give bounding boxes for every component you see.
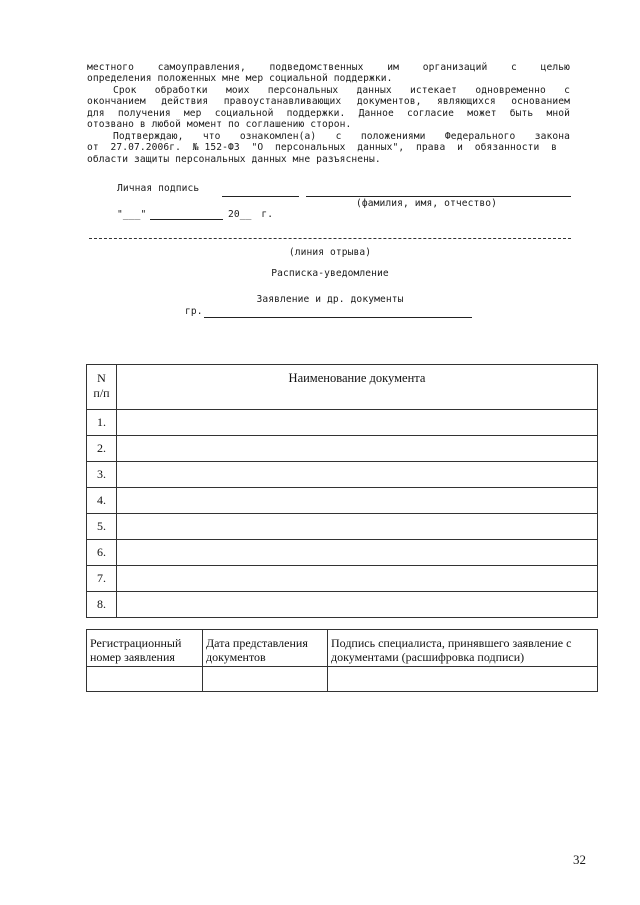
- date-year-prefix: 20: [228, 209, 240, 220]
- registration-table-header: [87, 630, 598, 667]
- table-row: [87, 540, 598, 566]
- table-row: [87, 488, 598, 514]
- specialist-signature-header: Подпись специалиста, принявшего заявление с документами (расшифровка подписи): [328, 630, 598, 667]
- table-row: [87, 436, 598, 462]
- document-name-cell[interactable]: [117, 488, 598, 514]
- text-line: отозвано в любой момент по соглашению сторон.: [87, 119, 352, 130]
- documents-table: [86, 364, 598, 618]
- row-number: 6.: [87, 540, 117, 566]
- date-month-line[interactable]: [150, 219, 223, 220]
- num-header-line: п/п: [93, 386, 110, 400]
- submission-date-cell[interactable]: [203, 667, 328, 692]
- text-line: Срок обработки моих персональных данных истекает одновременно с: [113, 85, 570, 96]
- name-header: Наименование документа: [117, 365, 598, 410]
- specialist-signature-cell[interactable]: [328, 667, 598, 692]
- consent-paragraph-3-end: [87, 154, 570, 165]
- date-field: [117, 209, 146, 220]
- consent-paragraph-3: [87, 131, 570, 142]
- document-name-cell[interactable]: [117, 514, 598, 540]
- document-name-cell[interactable]: [117, 592, 598, 618]
- row-number: 4.: [87, 488, 117, 514]
- receipt-subtitle: Заявление и др. документы: [256, 294, 404, 305]
- row-number: 5.: [87, 514, 117, 540]
- cut-line: [89, 238, 571, 239]
- fio-line[interactable]: [306, 196, 571, 197]
- consent-paragraph-2: [87, 85, 570, 119]
- document-name-cell[interactable]: [117, 566, 598, 592]
- date-year-field[interactable]: __: [239, 209, 252, 220]
- registration-number-cell[interactable]: [87, 667, 203, 692]
- registration-number-header: Регистрационный номер заявления: [87, 630, 203, 667]
- date-suffix: г.: [261, 209, 274, 220]
- document-name-cell[interactable]: [117, 410, 598, 436]
- num-header-line: N: [97, 371, 106, 385]
- cut-line-label: (линия отрыва): [288, 247, 372, 258]
- citizen-prefix: гр.: [185, 306, 203, 317]
- table-row: [87, 462, 598, 488]
- consent-paragraph-2-end: [87, 119, 570, 130]
- table-row: [87, 566, 598, 592]
- consent-paragraph-1-end: [87, 73, 570, 84]
- submission-date-header: Дата представления документов: [203, 630, 328, 667]
- document-name-cell[interactable]: [117, 436, 598, 462]
- text-line: для получения мер социальной поддержки. Данное согласие может быть мной: [87, 107, 570, 119]
- registration-table: [86, 629, 598, 692]
- text-line: Подтверждаю, что ознакомлен(а) с положениями Федерального закона: [113, 131, 570, 142]
- date-quote-open: ": [117, 209, 123, 220]
- signature-label: Личная подпись: [117, 183, 200, 194]
- signature-line[interactable]: [222, 196, 299, 197]
- text-line: местного самоуправления, подведомственных им организаций с целью: [87, 62, 570, 73]
- consent-paragraph-3-mid: [87, 142, 557, 153]
- text-line: определения положенных мне мер социальной поддержки.: [87, 73, 393, 84]
- date-quote-close: ": [140, 209, 147, 220]
- document-name-cell[interactable]: [117, 462, 598, 488]
- table-row: [87, 592, 598, 618]
- text-line: области защиты персональных данных мне разъяснены.: [87, 154, 381, 165]
- fio-caption: (фамилия, имя, отчество): [356, 198, 498, 209]
- row-number: 7.: [87, 566, 117, 592]
- consent-paragraph-1: [87, 62, 570, 73]
- citizen-name-line[interactable]: [204, 317, 472, 318]
- documents-table-header: [87, 365, 598, 410]
- registration-table-row: [87, 667, 598, 692]
- date-year: [228, 209, 273, 220]
- receipt-title: Расписка-уведомление: [271, 268, 389, 279]
- document-name-cell[interactable]: [117, 540, 598, 566]
- num-header: [87, 365, 117, 410]
- date-day-field[interactable]: ___: [122, 209, 141, 220]
- row-number: 8.: [87, 592, 117, 618]
- table-row: [87, 514, 598, 540]
- page-number: 32: [573, 852, 586, 867]
- text-line: окончанием действия правоустанавливающих документов, являющихся основанием: [87, 96, 570, 108]
- row-number: 3.: [87, 462, 117, 488]
- row-number: 1.: [87, 410, 117, 436]
- text-line: от 27.07.2006г. №152-ФЗ "О персональных данных", права и обязанности в: [87, 142, 557, 153]
- row-number: 2.: [87, 436, 117, 462]
- table-row: [87, 410, 598, 436]
